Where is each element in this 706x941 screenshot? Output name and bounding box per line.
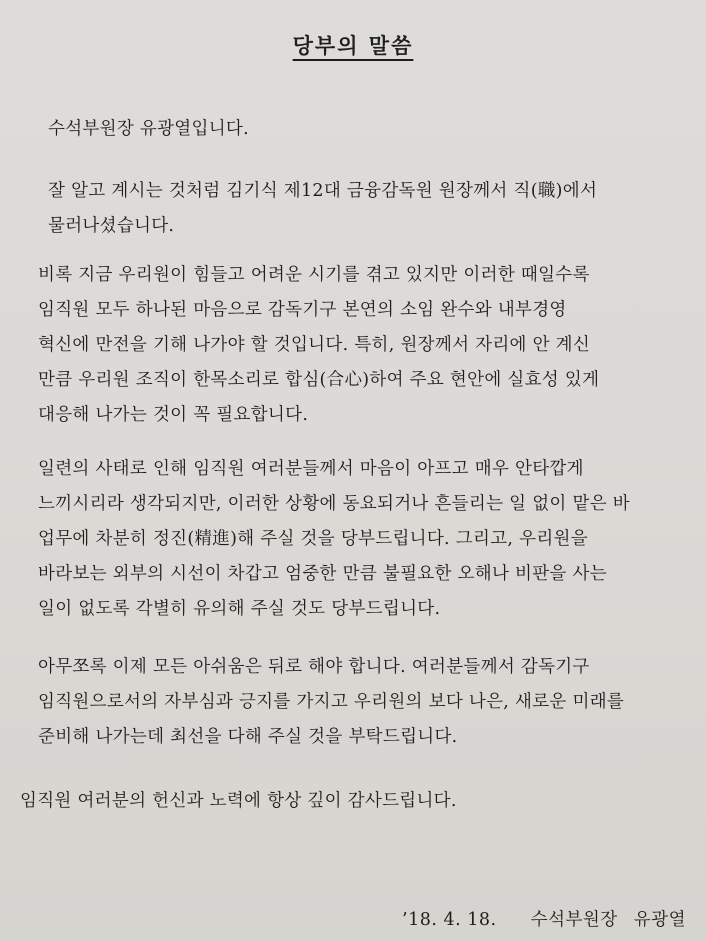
signature-position: 수석부원장 bbox=[530, 910, 618, 930]
signature-block bbox=[402, 906, 686, 931]
text-line: 만큼 우리원 조직이 한목소리로 합심(合心)하여 주요 현안에 실효성 있게 bbox=[38, 370, 600, 390]
paragraph-dedication bbox=[38, 452, 680, 627]
text-line: 대응해 나가는 것이 꼭 필요합니다. bbox=[38, 405, 309, 425]
text-line: 수석부원장 유광열입니다. bbox=[48, 119, 249, 139]
text-line: 일이 없도록 각별히 유의해 주실 것도 당부드립니다. bbox=[38, 599, 441, 619]
text-line: 바라보는 외부의 시선이 차갑고 엄중한 만큼 불필요한 오해나 비판을 사는 bbox=[38, 564, 607, 584]
text-line: 임직원 모두 하나된 마음으로 감독기구 본연의 소임 완수와 내부경영 bbox=[38, 300, 567, 320]
paragraph-unity bbox=[38, 258, 680, 433]
text-line: 잘 알고 계시는 것처럼 김기식 제12대 금융감독원 원장께서 직(職)에서 bbox=[48, 181, 598, 201]
text-line: 임직원 여러분의 헌신과 노력에 항상 깊이 감사드립니다. bbox=[20, 791, 457, 811]
paragraph-thanks bbox=[20, 784, 662, 819]
signature-date: ’18. 4. 18. bbox=[402, 910, 497, 930]
text-line: 임직원으로서의 자부심과 긍지를 가지고 우리원의 보다 나은, 새로운 미래를 bbox=[38, 692, 625, 712]
paragraph-greeting bbox=[48, 112, 690, 147]
text-line: 혁신에 만전을 기해 나가야 할 것입니다. 특히, 원장께서 자리에 안 계신 bbox=[38, 335, 591, 355]
signature-name: 유광열 bbox=[633, 910, 686, 930]
text-line: 물러나셨습니다. bbox=[48, 216, 175, 236]
text-line: 느끼시리라 생각되지만, 이러한 상황에 동요되거나 흔들리는 일 없이 맡은 바 bbox=[38, 494, 630, 514]
paragraph-future bbox=[38, 650, 680, 755]
text-line: 아무쪼록 이제 모든 아쉬움은 뒤로 해야 합니다. 여러분들께서 감독기구 bbox=[38, 657, 590, 677]
text-line: 일련의 사태로 인해 임직원 여러분들께서 마음이 아프고 매우 안타깝게 bbox=[38, 459, 584, 479]
text-line: 준비해 나가는데 최선을 다해 주실 것을 부탁드립니다. bbox=[38, 727, 458, 747]
document-title: 당부의 말씀 bbox=[292, 33, 414, 58]
paragraph-resignation bbox=[48, 174, 690, 244]
text-line: 비록 지금 우리원이 힘들고 어려운 시기를 겪고 있지만 이러한 때일수록 bbox=[38, 265, 590, 285]
text-line: 업무에 차분히 정진(精進)해 주실 것을 당부드립니다. 그리고, 우리원을 bbox=[38, 529, 588, 549]
